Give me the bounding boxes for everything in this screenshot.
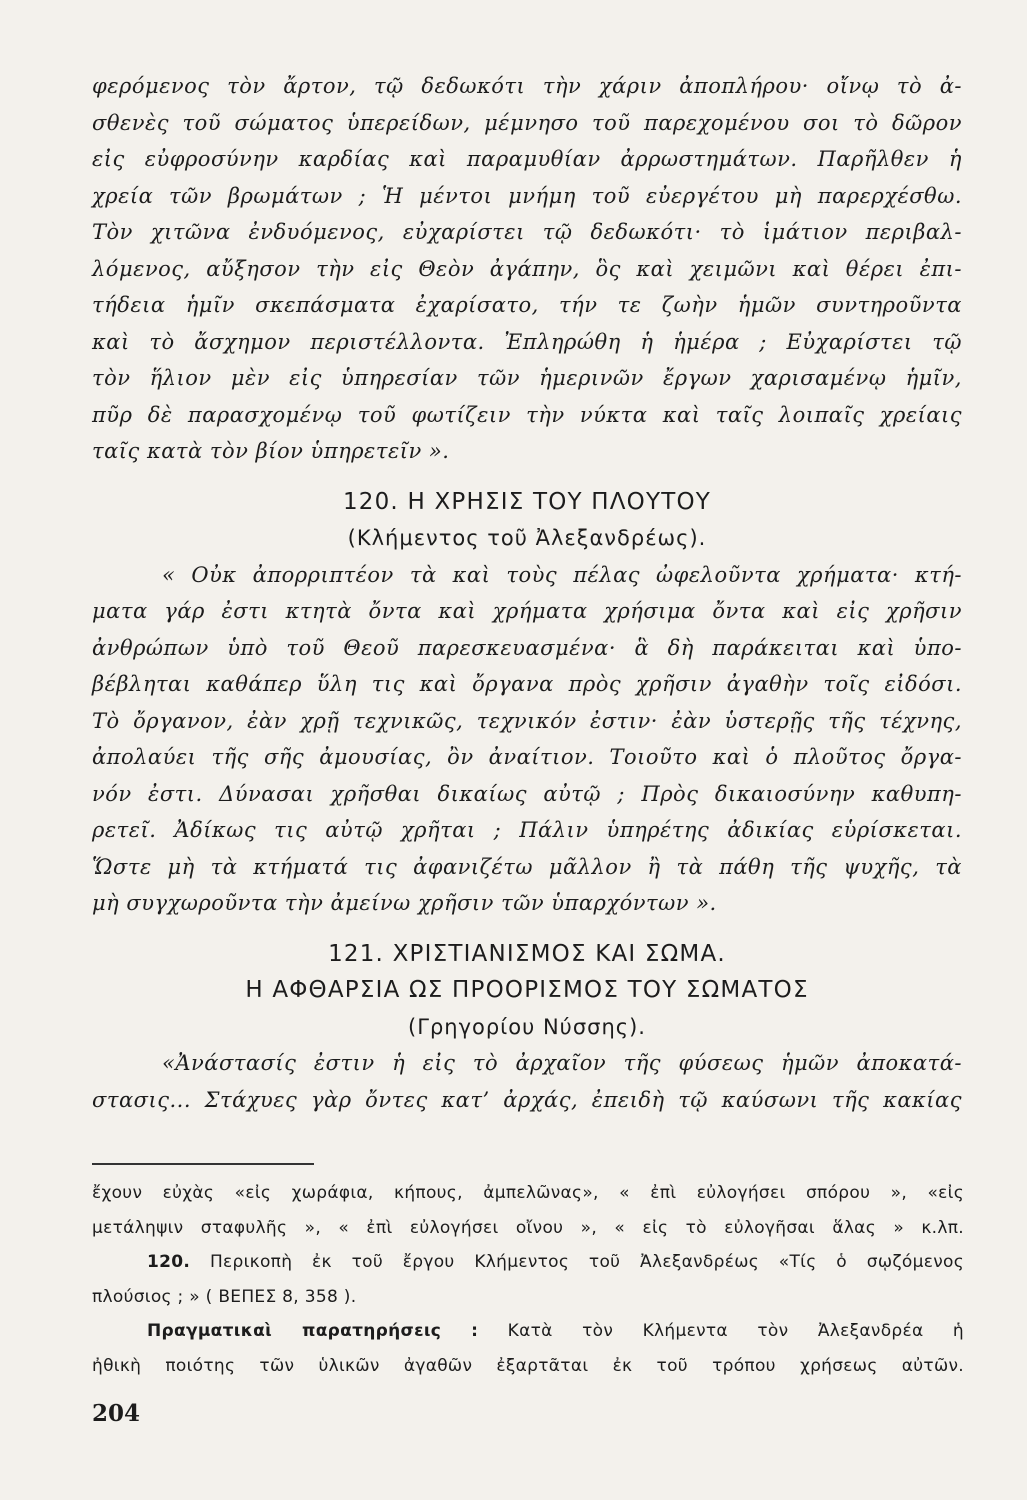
remarks-label: Πραγματικαὶ παρατηρήσεις : xyxy=(147,1321,479,1341)
text-line: ἀνθρώπων ὑπὸ τοῦ Θεοῦ παρεσκευασμένα· ἃ δὴ παράκειται καὶ ὑπο- xyxy=(92,635,962,660)
text-line: χρεία τῶν βρωμάτων ; Ἡ μέντοι μνήμη τοῦ εὐεργέτου μὴ παρερχέσθω. xyxy=(92,183,962,208)
footnote-line: ἠθικὴ ποιότης τῶν ὑλικῶν ἀγαθῶν ἐξαρτᾶται ἐκ τοῦ τρόπου χρήσεως αὐτῶν. xyxy=(92,1355,964,1376)
footnote-line: μετάληψιν σταφυλῆς », « ἐπὶ εὐλογήσει οἴνου », « εἰς τὸ εὐλογῆσαι ἅλας » κ.λπ. xyxy=(92,1217,964,1238)
text-line: ματα γάρ ἐστι κτητὰ ὄντα καὶ χρήματα χρήσιμα ὄντα καὶ εἰς χρῆσιν xyxy=(92,599,962,623)
page-number: 204 xyxy=(92,1400,141,1427)
text-line: στασις... Στάχυες γὰρ ὄντες κατ’ ἀρχάς, ἐπειδὴ τῷ καύσωνι τῆς κακίας xyxy=(92,1087,962,1112)
text-line: ρετεῖ. Ἀδίκως τις αὐτῷ χρῆται ; Πάλιν ὑπηρέτης ἀδικίας εὑρίσκεται. xyxy=(92,818,962,842)
text-line: Τὸ ὄργανον, ἐὰν χρῇ τεχνικῶς, τεχνικόν ἐστιν· ἐὰν ὑστερῇς τῆς τέχνης, xyxy=(92,708,962,733)
text-line: σθενὲς τοῦ σώματος ὑπερείδων, μέμνησο τοῦ παρεχομένου σοι τὸ δῶρον xyxy=(92,110,962,135)
text-line: «Ἀνάστασίς ἐστιν ἡ εἰς τὸ ἀρχαῖον τῆς φύσεως ἡμῶν ἀποκατά- xyxy=(162,1051,962,1075)
footnote-number: 120. xyxy=(147,1252,191,1272)
text-line: τήδεια ἡμῖν σκεπάσματα ἐχαρίσατο, τήν τε ζωὴν ἡμῶν συντηροῦντα xyxy=(92,293,962,317)
footnote-line: ἔχουν εὐχὰς «εἰς χωράφια, κήπους, ἀμπελῶνας», « ἐπὶ εὐλογήσει σπόρου », «εἰς xyxy=(92,1183,964,1203)
text-line: νόν ἐστι. Δύνασαι χρῆσθαι δικαίως αὐτῷ ; Πρὸς δικαιοσύνην καθυπη- xyxy=(92,781,962,806)
footnote-line: πλούσιος ; » ( ΒΕΠΕΣ 8, 358 ). xyxy=(92,1286,357,1307)
section-121-heading: 121. ΧΡΙΣΤΙΑΝΙΣΜΟΣ ΚΑΙ ΣΩΜΑ. xyxy=(328,940,726,967)
text-line: μὴ συγχωροῦντα τὴν ἀμείνω χρῆσιν τῶν ὑπαρχόντων ». xyxy=(92,891,717,915)
text-line: « Οὐκ ἀπορριπτέον τὰ καὶ τοὺς πέλας ὠφελοῦντα χρήματα· κτή- xyxy=(162,562,962,587)
remarks xyxy=(92,1314,964,1349)
section-120-heading: 120. Η ΧΡΗΣΙΣ ΤΟΥ ΠΛΟΥΤΟΥ xyxy=(342,488,712,515)
text-line: φερόμενος τὸν ἄρτον, τῷ δεδωκότι τὴν χάριν ἀποπλήρου· οἴνῳ τὸ ἀ- xyxy=(92,74,962,98)
text-line: πῦρ δὲ παρασχομένῳ τοῦ φωτίζειν τὴν νύκτα καὶ ταῖς λοιπαῖς χρείαις xyxy=(92,402,962,427)
footnote-divider xyxy=(92,1163,314,1165)
footnote-text: Περικοπὴ ἐκ τοῦ ἔργου Κλήμεντος τοῦ Ἀλεξανδρέως «Τίς ὁ σῳζόμενος xyxy=(209,1252,964,1272)
section-120-source: (Κλήμεντος τοῦ Ἀλεξανδρέως). xyxy=(347,526,707,550)
text-line: τὸν ἥλιον μὲν εἰς ὑπηρεσίαν τῶν ἡμερινῶν ἔργων χαρισαμένῳ ἡμῖν, xyxy=(92,366,962,390)
text-line: ἀπολαύει τῆς σῆς ἀμουσίας, ὂν ἀναίτιον. Τοιοῦτο καὶ ὁ πλοῦτος ὄργα- xyxy=(92,745,962,769)
text-line: εἰς εὐφροσύνην καρδίας καὶ παραμυθίαν ἀρρωστημάτων. Παρῆλθεν ἡ xyxy=(92,147,962,171)
text-line: ταῖς κατὰ τὸν βίον ὑπηρετεῖν ». xyxy=(92,439,450,463)
text-line: καὶ τὸ ἄσχημον περιστέλλοντα. Ἐπληρώθη ἡ ἡμέρα ; Εὐχαρίστει τῷ xyxy=(92,329,962,354)
remarks-text: Κατὰ τὸν Κλήμεντα τὸν Ἀλεξανδρέα ἡ xyxy=(507,1321,964,1341)
footnote-120 xyxy=(92,1245,964,1280)
section-121-subheading: Η ΑΦΘΑΡΣΙΑ ΩΣ ΠΡΟΟΡΙΣΜΟΣ ΤΟΥ ΣΩΜΑΤΟΣ xyxy=(245,977,809,1003)
text-line: λόμενος, αὔξησον τὴν εἰς Θεὸν ἀγάπην, ὃς καὶ χειμῶνι καὶ θέρει ἐπι- xyxy=(92,256,962,281)
section-121-source: (Γρηγορίου Νύσσης). xyxy=(408,1014,646,1039)
footnotes xyxy=(92,1176,964,1383)
text-line: Τὸν χιτῶνα ἐνδυόμενος, εὐχαρίστει τῷ δεδωκότι· τὸ ἱμάτιον περιβαλ- xyxy=(92,220,962,244)
main-text xyxy=(92,68,962,1118)
text-line: Ὥστε μὴ τὰ κτήματά τις ἀφανιζέτω μᾶλλον ἢ τὰ πάθη τῆς ψυχῆς, τὰ xyxy=(92,854,962,879)
text-line: βέβληται καθάπερ ὕλη τις καὶ ὄργανα πρὸς χρῆσιν ἀγαθὴν τοῖς εἰδόσι. xyxy=(92,672,962,696)
